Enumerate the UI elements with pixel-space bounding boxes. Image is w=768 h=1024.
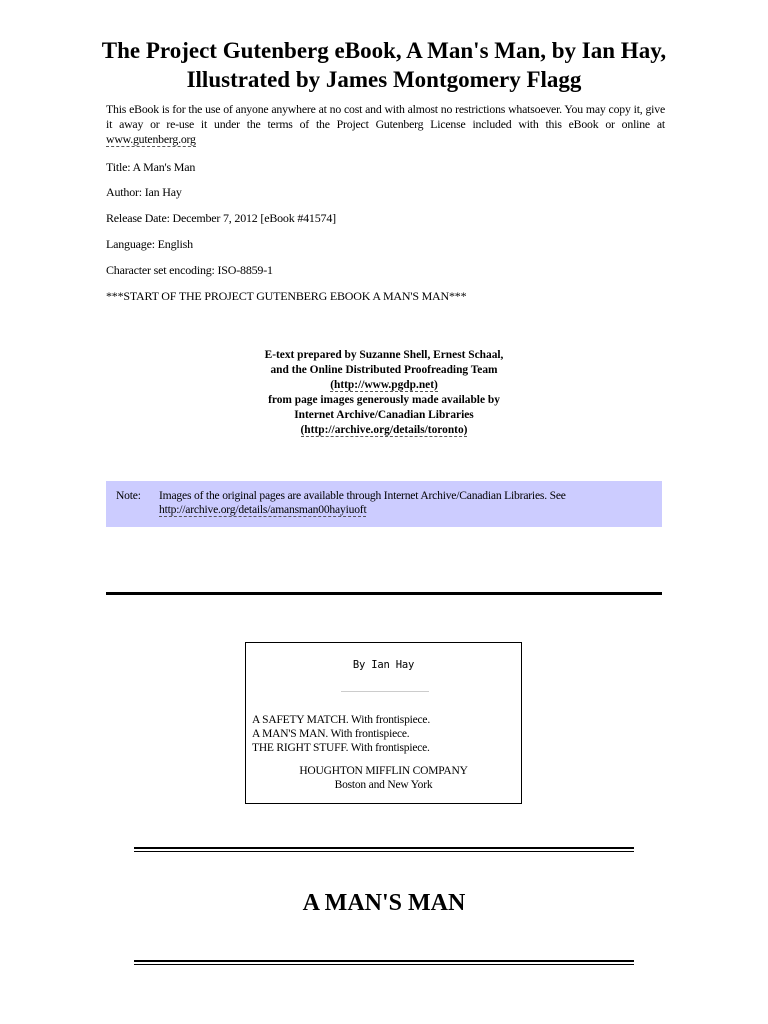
credits-block — [230, 348, 538, 438]
note-box — [106, 481, 662, 527]
meta-encoding: Character set encoding: ISO-8859-1 — [106, 263, 273, 277]
divider — [341, 691, 429, 692]
meta-language: Language: English — [106, 237, 193, 251]
credits-line: Internet Archive/Canadian Libraries — [294, 409, 474, 421]
intro-paragraph — [106, 102, 665, 147]
note-text — [159, 489, 619, 517]
credits-line: and the Online Distributed Proofreading Team — [270, 364, 498, 376]
frontis-title-item: A SAFETY MATCH. With frontispiece. — [252, 714, 431, 726]
gutenberg-link[interactable]: www.gutenberg.org — [106, 132, 196, 146]
note-label: Note: — [116, 489, 141, 502]
horizontal-rule — [106, 592, 662, 595]
frontis-publisher-block — [246, 764, 521, 792]
double-rule-top — [134, 847, 634, 852]
archive-toronto-link[interactable]: (http://archive.org/details/toronto) — [300, 424, 468, 436]
frontis-location: Boston and New York — [334, 779, 433, 791]
meta-author: Author: Ian Hay — [106, 185, 182, 199]
page-title: The Project Gutenberg eBook, A Man's Man, by Ian Hay, Illustrated by James Montgomery Flagg — [101, 38, 667, 92]
frontis-title-item: THE RIGHT STUFF. With frontispiece. — [252, 742, 430, 754]
meta-title: Title: A Man's Man — [106, 160, 196, 174]
frontispiece-box — [245, 642, 522, 804]
pgdp-link[interactable]: (http://www.pgdp.net) — [330, 379, 438, 391]
start-marker: ***START OF THE PROJECT GUTENBERG EBOOK A MAN'S MAN*** — [106, 289, 467, 303]
book-title: A MAN'S MAN — [302, 890, 466, 916]
frontis-publisher: HOUGHTON MIFFLIN COMPANY — [299, 765, 468, 777]
credits-line: from page images generously made available by — [268, 394, 500, 406]
archive-item-link[interactable]: http://archive.org/details/amansman00hayiuoft — [159, 503, 367, 516]
double-rule-bottom — [134, 960, 634, 965]
frontis-title-list — [252, 713, 430, 755]
meta-release-date: Release Date: December 7, 2012 [eBook #41574] — [106, 211, 336, 225]
credits-line: E-text prepared by Suzanne Shell, Ernest Schaal, — [264, 349, 504, 361]
frontis-title-item: A MAN'S MAN. With frontispiece. — [252, 728, 410, 740]
frontis-byline: By Ian Hay — [352, 659, 415, 671]
note-body: Images of the original pages are available through Internet Archive/Canadian Libraries. See — [159, 489, 566, 502]
intro-text: This eBook is for the use of anyone anywhere at no cost and with almost no restrictions whatsoever. You may copy it, give it away or re-use it under the terms of the Project Gutenberg License included with this eBook or online at — [106, 102, 665, 131]
